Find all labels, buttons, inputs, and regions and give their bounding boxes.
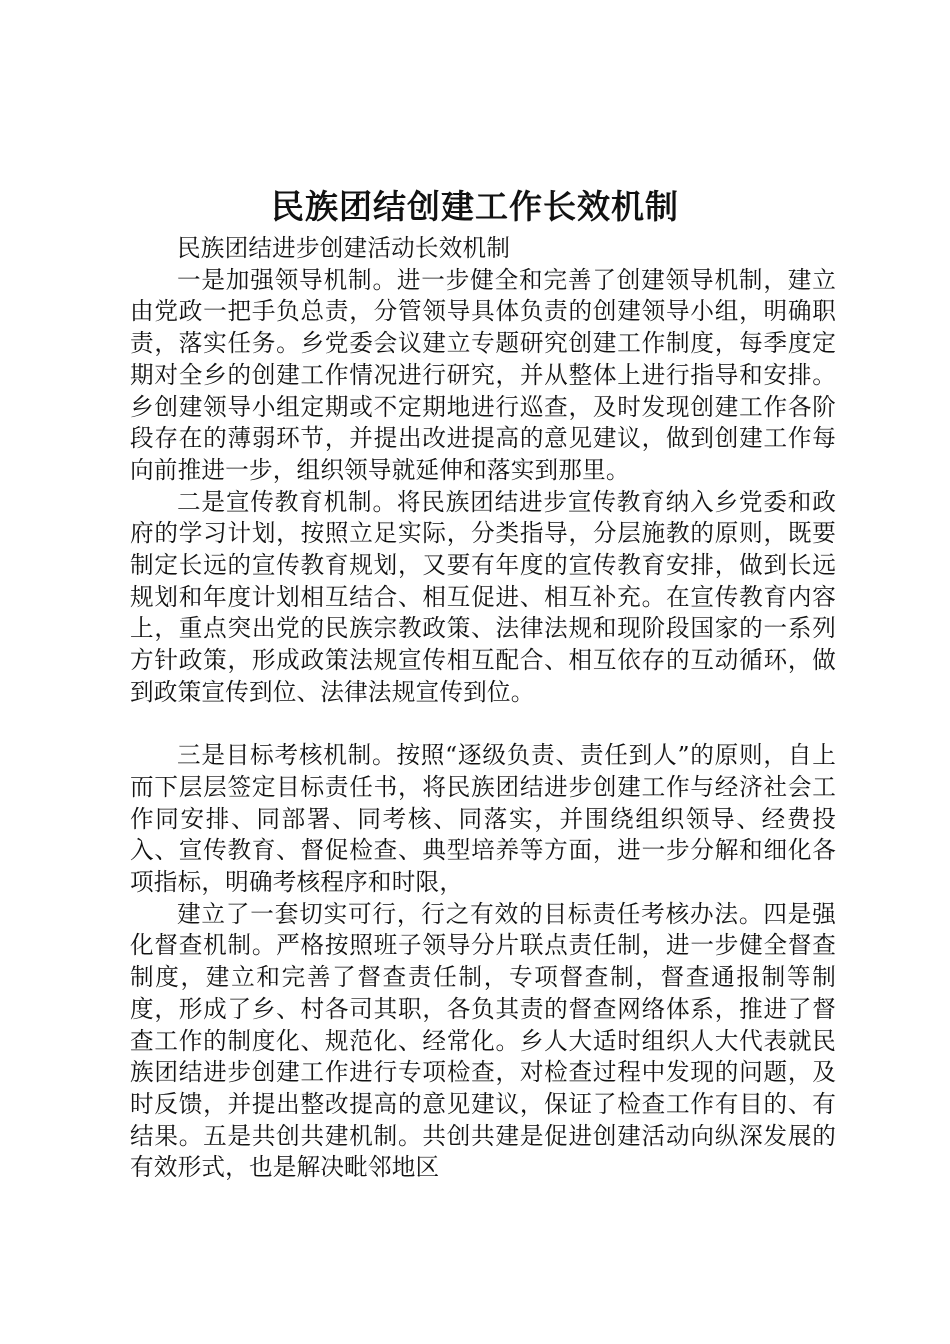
paragraph-supervision-mechanism: 建立了一套切实可行，行之有效的目标责任考核办法。四是强化督查机制。严格按照班子领导分片联点责任制，进一步健全督查制度，建立和完善了督查责任制，专项督查制，督查通报制等制度，形成了乡、村各司其职，各负其责的督查网络体系，推进了督查工作的制度化、规范化、经常化。乡人大适时组织人大代表就民族团结进步创建工作进行专项检查，对检查过程中发现的问题，及时反馈，并提出整改提高的意见建议，保证了检查工作有目的、有结果。五是共创共建机制。共创共建是促进创建活动向纵深发展的有效形式，也是解决毗邻地区: [130, 899, 836, 1182]
paragraph-target-assessment-mechanism: 三是目标考核机制。按照“逐级负责、责任到人”的原则，自上而下层层签定目标责任书，将民族团结进步创建工作与经济社会工作同安排、同部署、同考核、同落实，并围绕组织领导、经费投入、宣传教育、督促检查、典型培养等方面，进一步分解和细化各项指标，明确考核程序和时限，: [130, 741, 836, 897]
paragraph-leadership-mechanism: 一是加强领导机制。进一步健全和完善了创建领导机制，建立由党政一把手负总责，分管领导具体负责的创建领导小组，明确职责，落实任务。乡党委会议建立专题研究创建工作制度，每季度定期对全乡的创建工作情况进行研究，并从整体上进行指导和安排。乡创建领导小组定期或不定期地进行巡查，及时发现创建工作各阶段存在的薄弱环节，并提出改进提高的意见建议，做到创建工作每向前推进一步，组织领导就延伸和落实到那里。: [130, 265, 836, 484]
paragraph-publicity-education-mechanism: 二是宣传教育机制。将民族团结进步宣传教育纳入乡党委和政府的学习计划，按照立足实际，分类指导，分层施教的原则，既要制定长远的宣传教育规划，又要有年度的宣传教育安排，做到长远规划和年度计划相互结合、相互促进、相互补充。在宣传教育内容上，重点突出党的民族宗教政策、法律法规和现阶段国家的一系列方针政策，形成政策法规宣传相互配合、相互依存的互动循环，做到政策宣传到位、法律法规宣传到位。: [130, 487, 836, 706]
document-subtitle: 民族团结进步创建活动长效机制: [177, 234, 511, 262]
document-title: 民族团结创建工作长效机制: [271, 187, 679, 226]
paragraph-spacer: [130, 709, 836, 741]
document-body: [130, 233, 836, 1184]
